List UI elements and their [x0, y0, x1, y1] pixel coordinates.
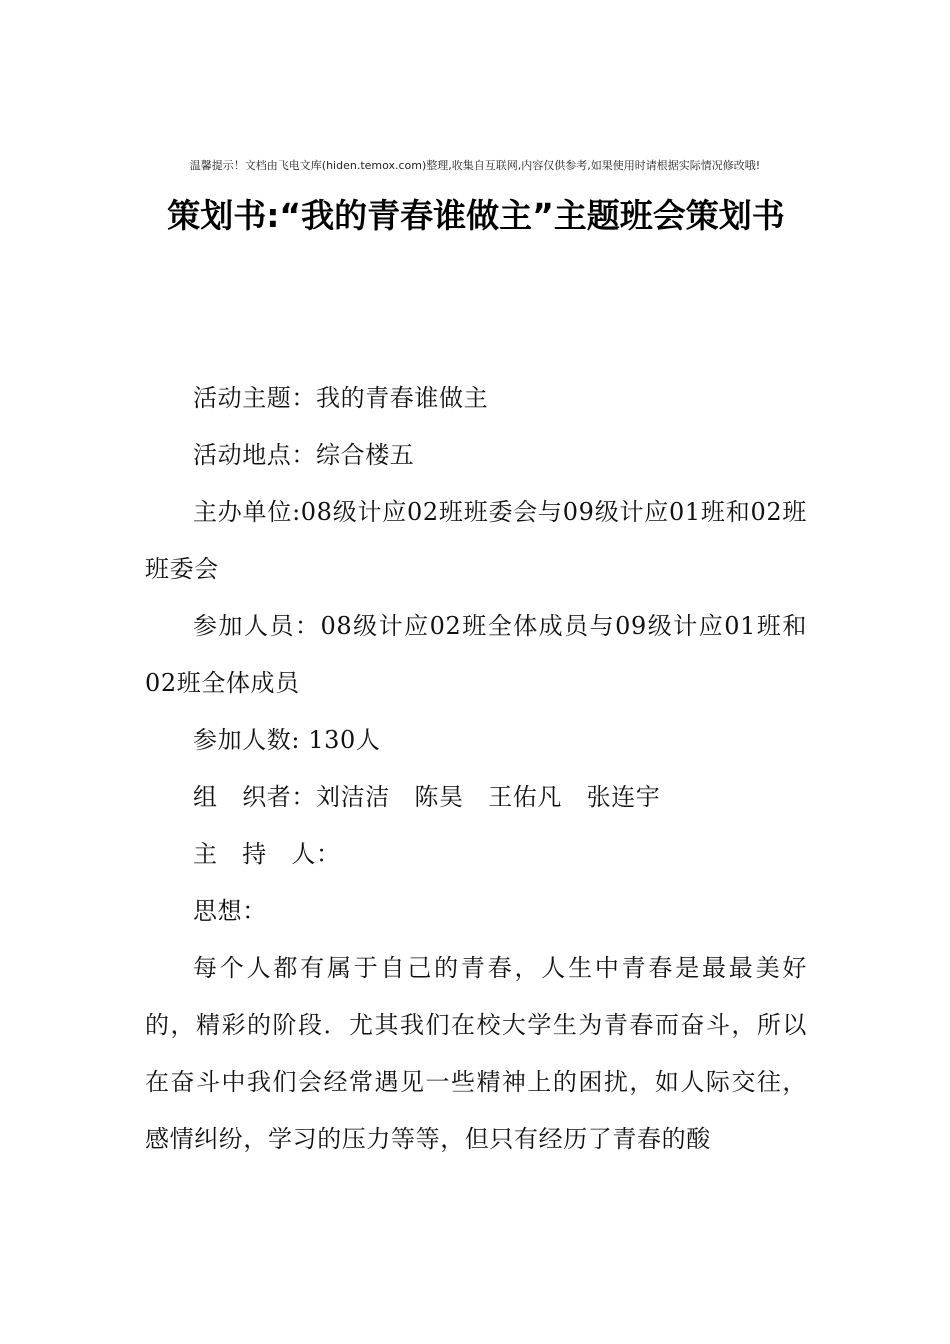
participants: 参加人员：08级计应02班全体成员与09级计应01班和02班全体成员: [145, 612, 807, 697]
thoughts-heading: 思想：: [193, 897, 267, 925]
document-body: [145, 370, 807, 1168]
activity-location: 活动地点：综合楼五: [193, 441, 415, 469]
organizer-units: 主办单位:08级计应02班班委会与09级计应01班和02班班委会: [145, 498, 807, 583]
activity-theme: 活动主题：我的青春谁做主: [193, 384, 489, 412]
participant-count: 参加人数: 130人: [193, 726, 381, 754]
organizers: 组 织者：刘洁洁 陈昊 王佑凡 张连宇: [193, 783, 661, 811]
host: 主 持 人：: [193, 840, 341, 868]
document-notice: 温馨提示！文档由飞电文库(hiden.temox.com)整理,收集自互联网,内容仅供参考,如果使用时请根据实际情况修改哦!: [189, 159, 761, 172]
document-title: 策划书:“我的青春谁做主”主题班会策划书: [167, 196, 785, 235]
thoughts-paragraph: 每个人都有属于自己的青春，人生中青春是最最美好的，精彩的阶段．尤其我们在校大学生为青春而奋斗，所以在奋斗中我们会经常遇见一些精神上的困扰，如人际交往，感情纠纷，学习的压力等等，但只有经历了青春的酸: [145, 954, 807, 1153]
